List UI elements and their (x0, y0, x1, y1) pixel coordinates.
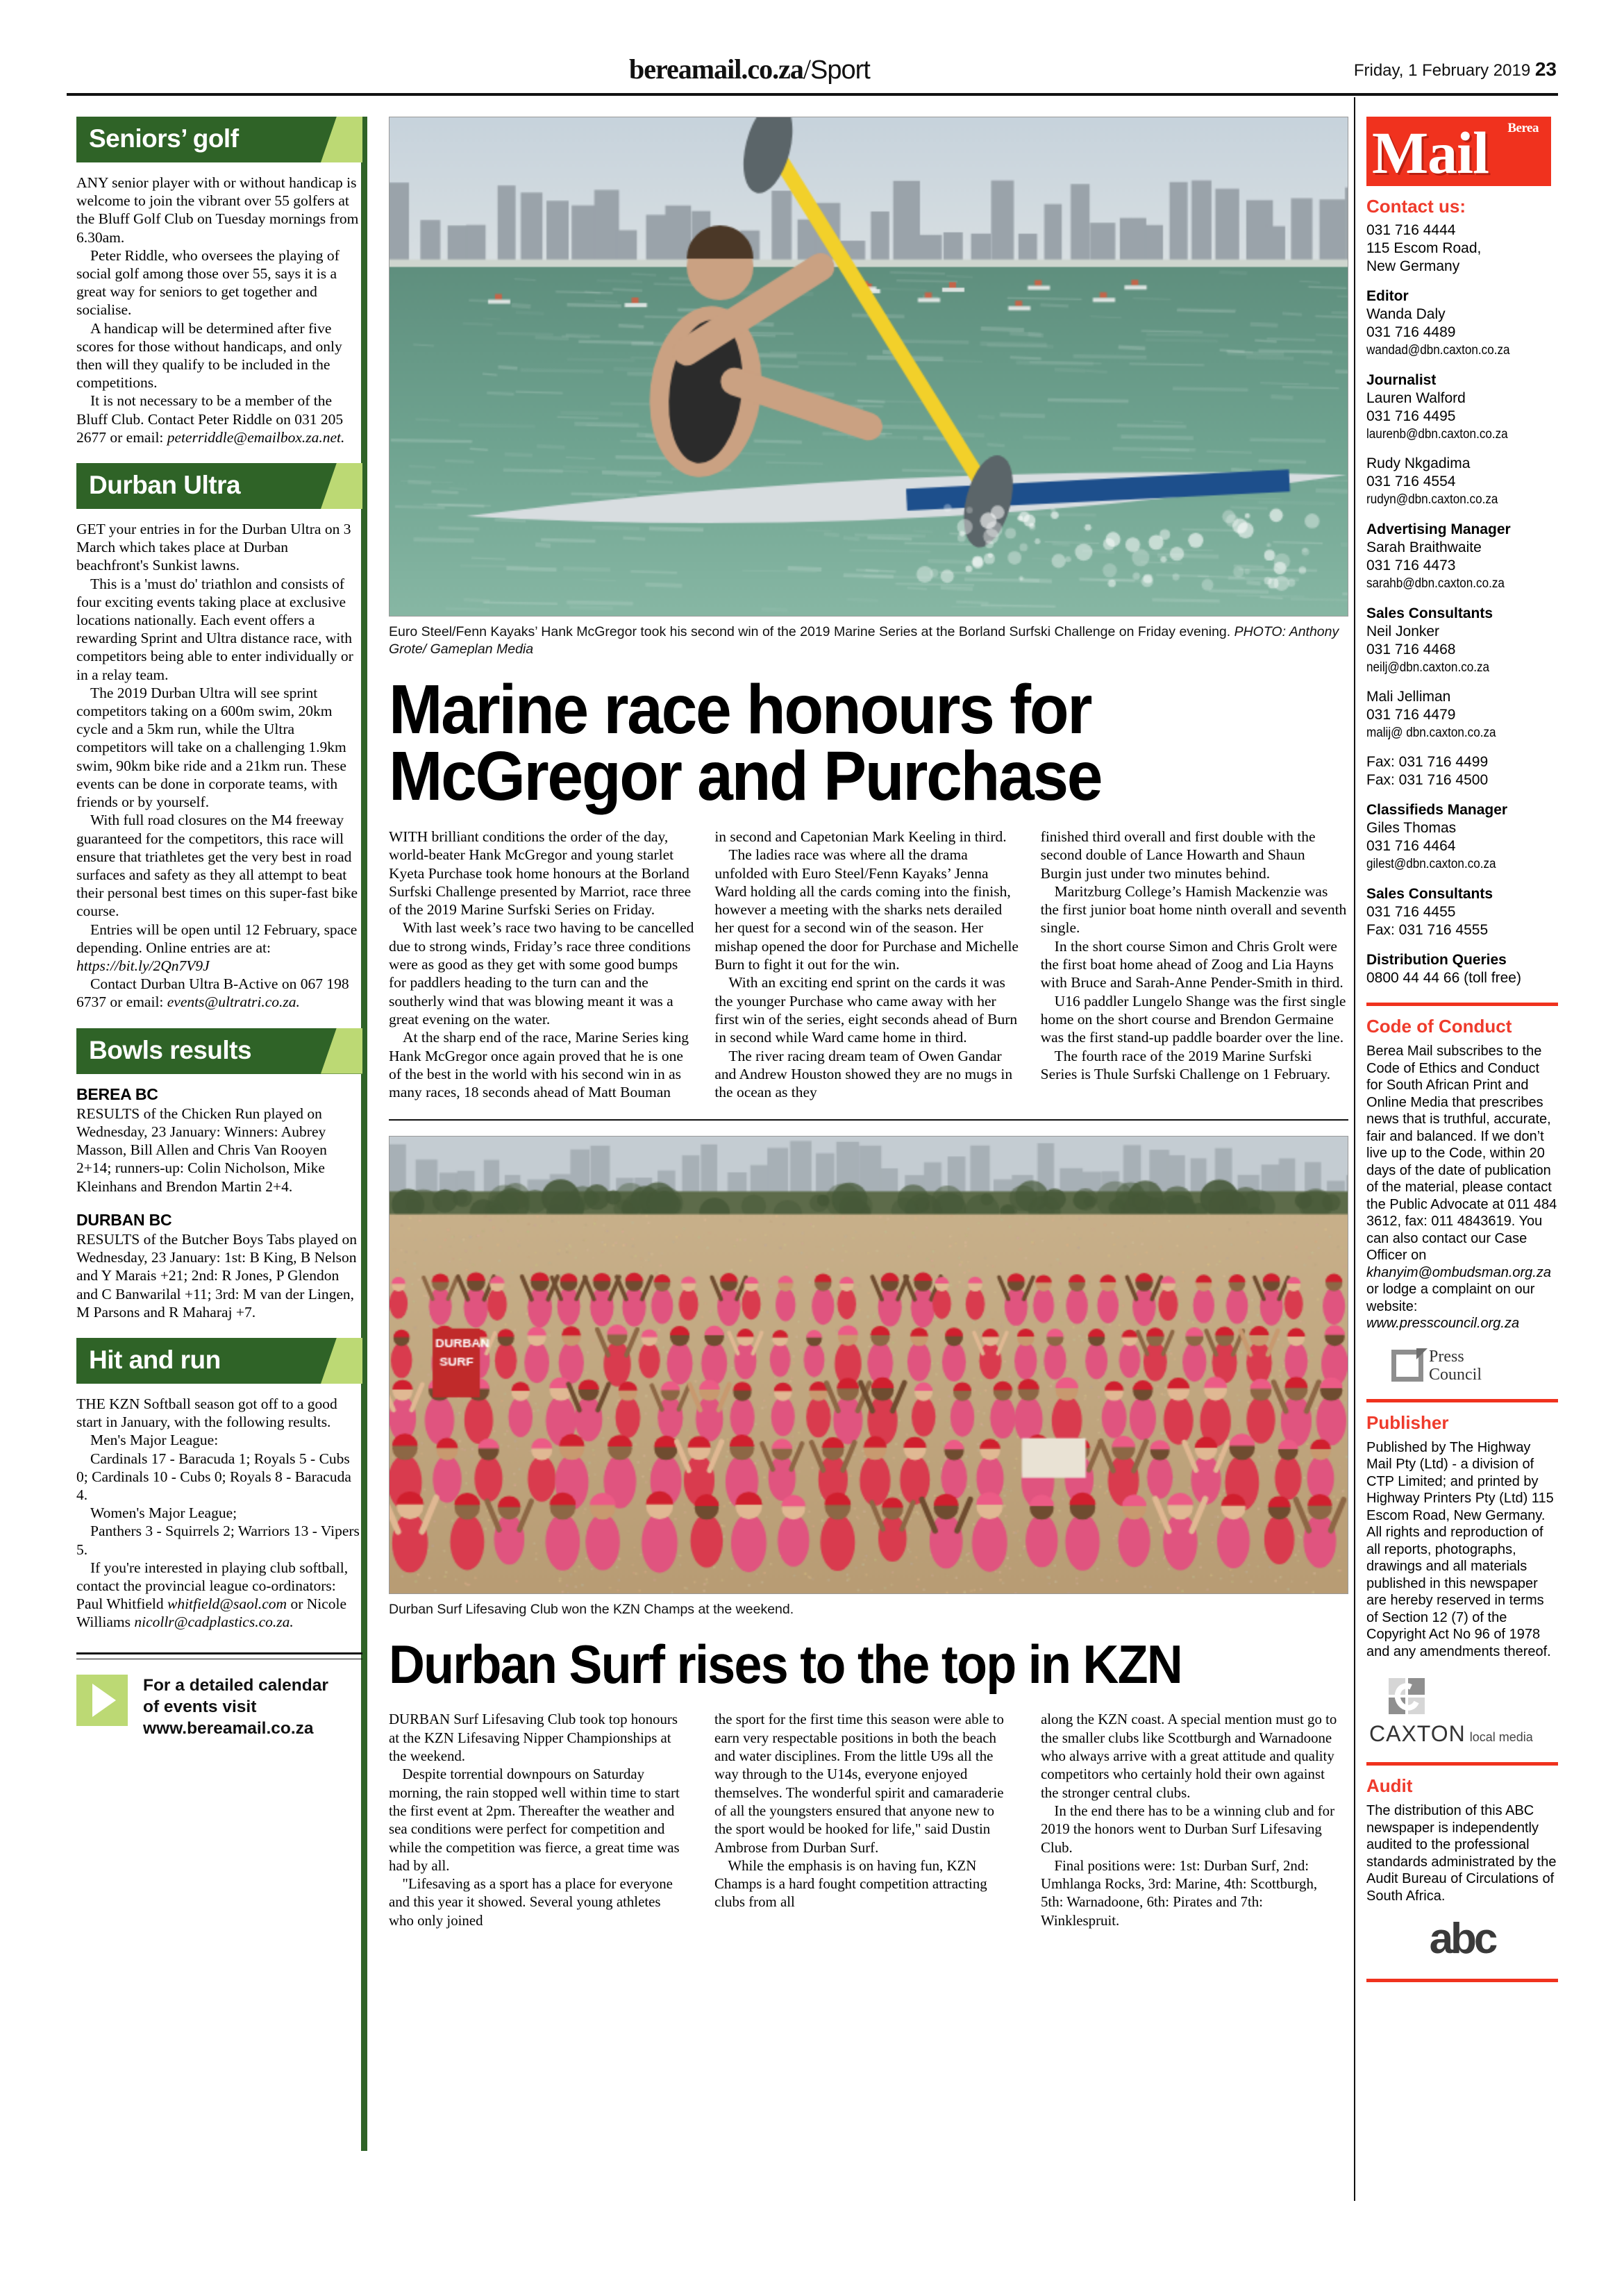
red-divider-rule (1366, 1979, 1558, 1982)
durban-ultra-body (76, 520, 362, 1011)
entries-link[interactable]: https://bit.ly/2Qn7V9J (76, 957, 210, 974)
paragraph (76, 1559, 362, 1632)
classifieds-phone: 031 716 4464 (1366, 838, 1456, 854)
contact-address-2: New Germany (1366, 258, 1460, 274)
paragraph: With full road closures on the M4 freeway guaranteed for the competitors, this race will ensure that triathletes get the very best in road surfaces and safety as they all attempt to beat their personal best times on this super-fast bike course. (76, 812, 358, 920)
staff-name: Lauren Walford (1366, 390, 1466, 406)
berea-mail-logo (1366, 117, 1551, 186)
red-divider-rule (1366, 1399, 1558, 1402)
wedge-accent (321, 1338, 362, 1384)
wedge-accent (321, 1028, 362, 1074)
classifieds-name: Giles Thomas (1366, 820, 1457, 836)
masthead-rule (67, 93, 1558, 96)
staff-email[interactable]: rudyn@dbn.caxton.co.za (1366, 492, 1498, 507)
paragraph: Men's Major League: (90, 1432, 219, 1449)
page-number: 23 (1534, 58, 1557, 80)
second-article-columns (389, 1710, 1348, 1929)
distribution-queries-role: Distribution Queries (1366, 952, 1507, 968)
paragraph: in second and Capetonian Mark Keeling in third. (714, 828, 1007, 845)
paragraph: In the short course Simon and Chris Grolt were the first boat home ahead of Zoog and Lia Hayns with Bruce and Sarah-Anne Pender-Smith in third. (1040, 937, 1343, 991)
paragraph-text: Entries will be open until 12 February, space depending. Online entries are at: (76, 921, 358, 956)
staff-name: Neil Jonker (1366, 623, 1440, 639)
paragraph: finished third overall and first double with the second double of Lance Howarth and Shaun Burgin just under two minutes behind. (1040, 828, 1316, 882)
staff-phone: 031 716 4468 (1366, 642, 1456, 657)
second-photo-caption: Durban Surf Lifesaving Club won the KZN Champs at the weekend. (389, 1602, 794, 1618)
code-body-part1: Berea Mail subscribes to the Code of Ethics and Conduct for South African Print and Online Media that prescribes news that is truthful, accurate, fair and balanced. If we don’t live up to the Code, within 20 days of the date of publication of the material, please contact the Public Advocate at 011 484 3612, fax: 011 4843619. You can also contact our Case Officer on (1366, 1044, 1557, 1263)
email-link[interactable]: whitfield@saol.com (167, 1595, 287, 1613)
paragraph: This is a 'must do' triathlon and consists of four exciting events taking place at exclusive locations nationally. Each event offers a rewarding Sprint and Ultra distance race, with competitors being able to enter individually or in a relay team. (76, 575, 353, 683)
paragraph-text: It is not necessary to be a member of the Bluff Club. Contact Peter Riddle on 031 205 2677 or email: (76, 392, 344, 446)
article-divider-rule (389, 1119, 1348, 1121)
staff-phone: 031 716 4495 (1366, 408, 1456, 424)
second-photo-lifesaving (389, 1136, 1348, 1594)
staff-name: Mali Jelliman (1366, 689, 1451, 705)
publisher-body: Published by The Highway Mail Pty (Ltd) - a division of CTP Limited; and printed by Highway Printers Pty (Ltd) 115 Escom Road, New Germany. All rights and reproduction of all reports, photographs, drawings and all materials published in this newspaper are hereby reserved in terms of Section 12 (7) of the Copyright Act No 96 of 1978 and any amendments thereof. (1366, 1439, 1554, 1659)
paragraph: along the KZN coast. A special mention must go to the smaller clubs like Scottburgh and Warnadoone who always arrive with a great attitude and quality competitors who certainly hold their own against the stronger central clubs. (1040, 1711, 1337, 1801)
paragraph: ANY senior player with or without handicap is welcome to join the vibrant over 55 golfers at the Bluff Golf Club on Tuesday mornings from 6.30am. (76, 174, 359, 246)
club-name: BEREA BC (76, 1084, 158, 1103)
classifieds-manager-role: Classifieds Manager (1366, 802, 1508, 818)
classifieds-email[interactable]: gilest@dbn.caxton.co.za (1366, 857, 1496, 871)
paragraph: the sport for the first time this season were able to earn very respectable positions in both the beach and water disciplines. From the little U9s all the way through to the U14s, everyone enjoyed themselves. The wonderful spirit and camaraderie of all the youngsters ensured that anyone new to the sport would be hooked for life," said Dustin Ambrose from Durban Surf. (714, 1711, 1005, 1856)
paragraph: "Lifesaving as a sport has a place for everyone and this year it showed. Several young athletes who only joined (389, 1875, 673, 1929)
paragraph (76, 975, 362, 1011)
section-title: Hit and run (89, 1346, 221, 1375)
main-article-columns (389, 828, 1348, 1101)
sales-consultants-2-role: Sales Consultants (1366, 886, 1493, 902)
seniors-golf-body (76, 174, 362, 446)
staff-email[interactable]: neilj@dbn.caxton.co.za (1366, 660, 1490, 675)
article2-column-3 (1041, 1710, 1348, 1929)
calendar-promo (76, 1652, 362, 1739)
masthead-date (1354, 58, 1557, 81)
paragraph: Maritzburg College’s Hamish Mackenzie was the first junior boat home ninth overall and seventh single. (1040, 882, 1347, 937)
club-name: DURBAN BC (76, 1210, 172, 1229)
red-divider-rule (1366, 1003, 1558, 1006)
right-sidebar (1366, 117, 1558, 1992)
publisher-heading: Publisher (1366, 1411, 1449, 1433)
paragraph: Despite torrential downpours on Saturday morning, the rain stopped well within time to start the first event at 2pm. Thereafter the weather and sea conditions were perfect for competition and while the competition was fierce, a great time was had by all. (389, 1766, 680, 1874)
paragraph: RESULTS of the Butcher Boys Tabs played on Wednesday, 23 January: 1st: B King, B Nelson and Y Marais +21; 2nd: R Jones, P Glendon and C Banwarilal +11; 3rd: M van der Lingen, M Parsons and R Maharaj +7. (76, 1230, 357, 1321)
section-title: Durban Ultra (89, 471, 241, 500)
main-content (389, 117, 1348, 1929)
staff-email[interactable]: malij@ dbn.caxton.co.za (1366, 726, 1496, 740)
promo-rule-thick (76, 1652, 362, 1654)
article-column-2 (714, 828, 1022, 1101)
staff-name: Wanda Daly (1366, 306, 1446, 322)
caxton-wordmark: CAXTON (1369, 1721, 1466, 1746)
main-photo-surfski (389, 117, 1348, 617)
paragraph: While the emphasis is on having fun, KZN Champs is a hard fought competition attracting clubs from all (714, 1857, 988, 1911)
staff-email[interactable]: wandad@dbn.caxton.co.za (1366, 343, 1510, 358)
contact-address-1: 115 Escom Road, (1366, 240, 1482, 256)
masthead-domain: bereamail.co.za (629, 53, 803, 85)
fax-line-2: Fax: 031 716 4500 (1366, 772, 1489, 788)
staff-name: Rudy Nkgadima (1366, 455, 1471, 471)
wedge-accent (321, 117, 362, 162)
second-headline: Durban Surf rises to the top in KZN (389, 1634, 1182, 1695)
press-council-line-2: Council (1429, 1365, 1482, 1384)
paragraph-text: Contact Durban Ultra B-Active on 067 198 6737 or email: (76, 975, 349, 1011)
staff-role-sales-consultants: Sales Consultants (1366, 605, 1493, 621)
staff-email[interactable]: sarahb@dbn.caxton.co.za (1366, 576, 1505, 591)
code-body-part2: or lodge a complaint on our website: (1366, 1282, 1535, 1314)
paragraph: Final positions were: 1st: Durban Surf, 2nd: Umhlanga Rocks, 3rd: Marine, 4th: Scottburgh, 5th: Warnadoone, 6th: Pirates and 7th: Winklespruit. (1040, 1857, 1317, 1929)
logo-mail-text: Mail (1372, 119, 1489, 186)
paragraph: U16 paddler Lungelo Shange was the first single home on the short course and Brendon Germaine was the first stand-up paddle boarder over the line. (1040, 992, 1346, 1046)
promo-line-2: of events visit (143, 1697, 257, 1716)
article2-column-1 (389, 1710, 696, 1929)
bowls-results-body (76, 1085, 362, 1321)
promo-website[interactable]: www.bereamail.co.za (143, 1718, 314, 1738)
paragraph: Women's Major League; (90, 1505, 237, 1522)
paragraph: With an exciting end sprint on the cards it was the younger Purchase who came away with her first win of the series, eight seconds ahead of Burn in second while Ward came home in third. (714, 974, 1018, 1046)
paragraph: WITH brilliant conditions the order of the day, world-beater Hank McGregor and young starlet Kyeta Purchase took home honours at the Borland Surfski Challenge presented by Marriot, race three of the 2019 Marine Surfski Series on Friday. (389, 828, 692, 919)
masthead-section: Sport (810, 56, 870, 85)
section-header-hit-and-run (76, 1338, 362, 1384)
article2-column-2 (714, 1710, 1022, 1929)
contact-us-heading: Contact us: (1366, 196, 1466, 217)
red-divider-rule (1366, 1762, 1558, 1766)
masthead-slash: / (803, 53, 810, 85)
paragraph (76, 392, 362, 446)
staff-phone: 031 716 4479 (1366, 707, 1456, 723)
sales-consultants-2-fax: Fax: 031 716 4555 (1366, 922, 1489, 938)
paragraph: The fourth race of the 2019 Marine Surfski Series is Thule Surfski Challenge on 1 February. (1040, 1047, 1331, 1082)
logo-berea-text: Berea (1507, 121, 1539, 135)
paragraph: Cardinals 17 - Baracuda 1; Royals 5 - Cubs 0; Cardinals 10 - Cubs 0; Royals 8 - Baracuda 4. (76, 1450, 351, 1503)
code-of-conduct-body (1366, 1043, 1558, 1332)
staff-role-editor: Editor (1366, 288, 1409, 304)
sales-consultants-2-phone: 031 716 4455 (1366, 904, 1456, 920)
play-arrow-icon (76, 1675, 128, 1726)
paragraph: Panthers 3 - Squirrels 2; Warriors 13 - Vipers 5. (76, 1523, 360, 1558)
section-header-seniors-golf (76, 117, 362, 162)
section-title: Seniors’ golf (89, 124, 239, 153)
article-column-3 (1041, 828, 1348, 1101)
press-council-logo (1391, 1348, 1558, 1384)
paragraph-text: If you're interested in playing club softball, contact the provincial league co-ordinators: Paul Whitfield (76, 1559, 349, 1613)
paragraph: Peter Riddle, who oversees the playing of social golf among those over 55, says it is a great way for seniors to get together and socialise. (76, 246, 340, 319)
staff-phone: 031 716 4473 (1366, 558, 1456, 573)
paragraph: RESULTS of the Chicken Run played on Wednesday, 23 January: Winners: Aubrey Masson, Bill Allen and Chris Van Rooyen 2+14; runners-up: Colin Nicholson, Mike Kleinhans and Brendon Martin 2+4. (76, 1105, 327, 1195)
masthead-site-title (629, 53, 870, 85)
paragraph: With last week’s race two having to be cancelled due to strong winds, Friday’s race three conditions were as good as they get with some good bumps for paddlers heading to the turn can and the southerly wind that was blowing meant it was a great evening on the water. (389, 919, 694, 1028)
press-council-icon (1391, 1350, 1423, 1382)
right-column-divider (1354, 97, 1355, 2201)
ombudsman-email[interactable]: khanyim@ombudsman.org.za (1366, 1264, 1551, 1280)
masthead-date-text: Friday, 1 February 2019 (1353, 61, 1531, 80)
paragraph: In the end there has to be a winning club and for 2019 the honors went to Durban Surf Lifesaving Club. (1040, 1802, 1334, 1856)
photo-credit: PHOTO: Anthony Grote/ Gameplan Media (389, 624, 1339, 657)
staff-phone: 031 716 4489 (1366, 324, 1456, 340)
paragraph-text: or Nicole Williams (76, 1595, 347, 1631)
caxton-icon (1389, 1678, 1426, 1716)
hit-and-run-body (76, 1395, 362, 1632)
code-of-conduct-heading: Code of Conduct (1366, 1016, 1512, 1037)
paragraph: DURBAN Surf Lifesaving Club took top honours at the KZN Lifesaving Nipper Championships at the weekend. (389, 1711, 678, 1765)
press-council-line-1: Press (1429, 1347, 1464, 1366)
caption-text: Euro Steel/Fenn Kayaks’ Hank McGregor took his second win of the 2019 Marine Series at the Borland Surfski Challenge on Friday evening. (389, 624, 1234, 639)
fax-line-1: Fax: 031 716 4499 (1366, 754, 1489, 770)
section-header-bowls-results (76, 1028, 362, 1074)
paragraph: THE KZN Softball season got off to a good start in January, with the following results. (76, 1395, 337, 1431)
wedge-accent (321, 463, 362, 509)
audit-body: The distribution of this ABC newspaper is independently audited to the professional standards administrated by the Audit Bureau of Circulations of South Africa. (1366, 1803, 1557, 1904)
main-headline: Marine race honours for McGregor and Purchase (389, 671, 1102, 815)
paragraph: The ladies race was where all the drama unfolded with Euro Steel/Fenn Kayaks’ Jenna Ward holding all the cards coming into the finish, however a meeting with the sharks nets derailed her quest for a second win of the season. Her mishap opened the door for Purchase and Michelle Burn to fight it out for the win. (714, 846, 1019, 973)
email-link[interactable]: nicollr@cadplastics.co.za. (134, 1614, 294, 1631)
left-sidebar (76, 117, 362, 1739)
article-column-1 (389, 828, 696, 1101)
section-title: Bowls results (89, 1035, 252, 1064)
staff-name: Sarah Braithwaite (1366, 539, 1482, 555)
caxton-local-media-logo (1369, 1678, 1558, 1747)
paragraph: The 2019 Durban Ultra will see sprint competitors taking on a 600m swim, 20km cycle and a 5km run, while the Ultra competitors will take on a challenging 1.9km swim, 90km bike ride and a 21km run. These events can be done in corporate teams, with friends or by yourself. (76, 684, 346, 811)
masthead (67, 54, 1558, 96)
staff-phone: 031 716 4554 (1366, 474, 1456, 489)
paragraph: A handicap will be determined after five scores for those without handicaps, and only then will they qualify to be included in the competitions. (76, 319, 342, 392)
email-link[interactable]: events@ultratri.co.za. (167, 994, 300, 1011)
abc-logo: abc (1429, 1915, 1496, 1963)
paragraph: The river racing dream team of Owen Gandar and Andrew Houston showed they are no mugs in the ocean as they (714, 1047, 1013, 1101)
distribution-phone: 0800 44 44 66 (toll free) (1366, 970, 1521, 986)
audit-heading: Audit (1366, 1775, 1413, 1796)
promo-line-1: For a detailed calendar (143, 1675, 328, 1695)
section-header-durban-ultra (76, 463, 362, 509)
main-photo-caption (389, 623, 1348, 658)
promo-text[interactable] (143, 1675, 328, 1739)
contact-phone: 031 716 4444 (1366, 222, 1456, 238)
staff-role-advertising-manager: Advertising Manager (1366, 521, 1511, 537)
staff-role-journalist: Journalist (1366, 372, 1437, 388)
staff-email[interactable]: laurenb@dbn.caxton.co.za (1366, 427, 1508, 442)
paragraph: At the sharp end of the race, Marine Series king Hank McGregor once again proved that he is one of the best in the world with his second win in as many races, 18 seconds ahead of Matt Bouman (389, 1029, 689, 1101)
presscouncil-website[interactable]: www.presscouncil.org.za (1366, 1316, 1520, 1331)
paragraph: GET your entries in for the Durban Ultra on 3 March which takes place at Durban beachfront's Sunkist lawns. (76, 521, 351, 574)
caxton-tagline: local media (1469, 1730, 1533, 1744)
paragraph (76, 921, 362, 975)
email-link[interactable]: peterriddle@emailbox.za.net. (167, 428, 345, 446)
